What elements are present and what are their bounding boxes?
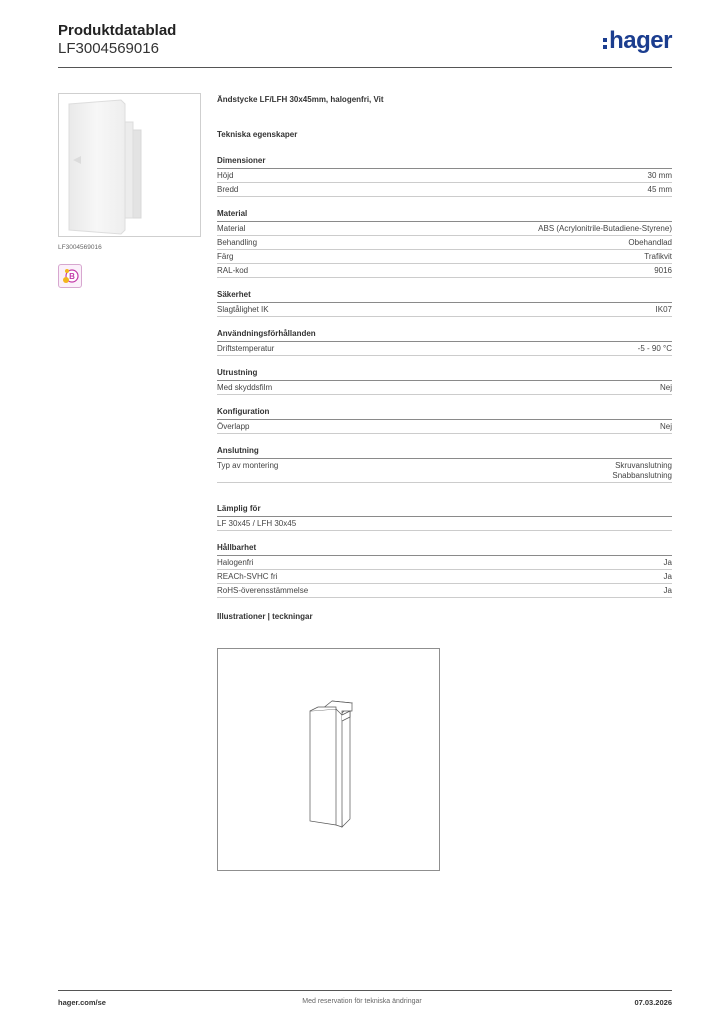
spec-content [217,95,672,621]
illustration-frame [217,648,440,871]
section-material [217,208,672,278]
section-title: Material [217,208,672,222]
spec-row [217,250,672,264]
spec-value: -5 - 90 °C [637,343,672,353]
spec-value: Nej [659,421,672,431]
spec-value-line: Snabbanslutning [612,470,672,480]
spec-value: 45 mm [647,184,672,194]
spec-value: 9016 [654,265,672,275]
product-code: LF3004569016 [58,40,159,57]
spec-value: Obehandlad [628,237,672,247]
spec-row [217,584,672,598]
spec-row [217,381,672,395]
header-divider [58,67,672,68]
spec-row [217,517,672,531]
product-name: Ändstycke LF/LFH 30x45mm, halogenfri, Vit [217,95,384,104]
end-cap-photo-icon [59,94,200,236]
spec-value: Trafikvit [644,251,672,261]
photo-caption: LF3004569016 [58,244,102,251]
spec-row [217,420,672,434]
spec-label: Slagtålighet IK [217,304,269,314]
document-header [58,22,672,66]
spec-row [217,459,672,483]
section-dimensions [217,155,672,197]
spec-value: ABS (Acrylonitrile-Butadiene-Styrene) [538,223,672,233]
spec-label: Bredd [217,184,239,194]
section-title: Utrustning [217,367,672,381]
spec-label: REACh-SVHC fri [217,571,278,581]
spec-row [217,264,672,278]
spec-label: Färg [217,251,234,261]
spec-value: IK07 [655,304,672,314]
spec-row [217,303,672,317]
section-sustainability [217,542,672,598]
section-title: Säkerhet [217,289,672,303]
spec-label: RAL-kod [217,265,249,275]
logo-dots-icon [603,38,607,49]
logo-text: hager [609,27,672,54]
footer-website-link[interactable]: hager.com/se [58,998,106,1007]
spec-row [217,570,672,584]
spec-label: RoHS-överensstämmelse [217,585,309,595]
spec-value [612,461,672,481]
section-safety [217,289,672,317]
spec-row [217,342,672,356]
section-title: Lämplig för [217,503,672,517]
spec-row [217,236,672,250]
spec-label: Typ av montering [217,460,279,470]
spec-label: Med skyddsfilm [217,382,273,392]
spec-row [217,183,672,197]
section-configuration [217,406,672,434]
spec-value: Nej [659,382,672,392]
halogen-free-badge-icon [58,264,82,288]
spec-value: 30 mm [647,170,672,180]
spec-row [217,169,672,183]
footer-date: 07.03.2026 [634,998,672,1007]
footer-divider [58,990,672,991]
spec-row [217,556,672,570]
section-connection [217,445,672,483]
section-title: Hållbarhet [217,542,672,556]
svg-text:B: B [69,272,75,281]
section-title: Konfiguration [217,406,672,420]
spec-label: Höjd [217,170,234,180]
spec-value: Ja [663,585,672,595]
section-equipment [217,367,672,395]
end-cap-drawing-icon [218,649,439,870]
product-photo [58,93,201,237]
spec-label: Behandling [217,237,258,247]
spec-label: Driftstemperatur [217,343,275,353]
spec-value-line: Skruvanslutning [615,460,672,470]
section-suitable-for [217,503,672,531]
section-title: Anslutning [217,445,672,459]
illustrations-title: Illustrationer | teckningar [217,612,313,621]
document-title: Produktdatablad [58,22,177,39]
spec-value: Ja [663,571,672,581]
section-title: Användningsförhållanden [217,328,672,342]
spec-label: Överlapp [217,421,250,431]
technical-properties-title: Tekniska egenskaper [217,130,298,139]
hager-logo [603,28,672,54]
section-title: Dimensioner [217,155,672,169]
spec-label: Material [217,223,246,233]
spec-label: Halogenfri [217,557,254,567]
spec-row [217,222,672,236]
footer-disclaimer: Med reservation för tekniska ändringar [302,998,422,1005]
spec-label: LF 30x45 / LFH 30x45 [217,518,297,528]
spec-value: Ja [663,557,672,567]
section-usage-conditions [217,328,672,356]
